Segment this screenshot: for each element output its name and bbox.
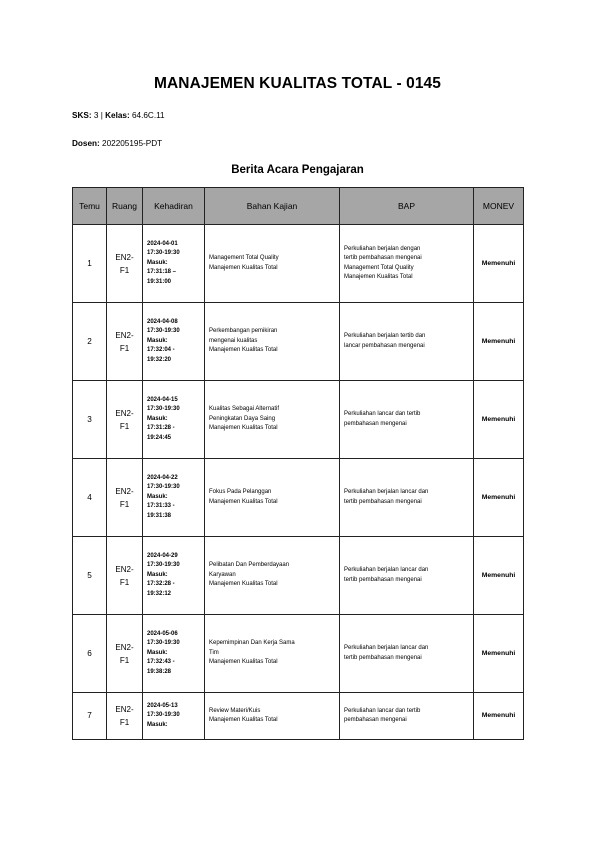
header-temu: Temu <box>73 188 107 225</box>
bahan-line: Manajemen Kualitas Total <box>209 717 278 723</box>
table-row <box>73 459 524 537</box>
cell-ruang <box>107 459 143 537</box>
bap-line: Perkuliahan berjalan lancar dan <box>344 645 429 651</box>
bap-line: Management Total Quality <box>344 264 414 271</box>
header-bahan-kajian: Bahan Kajian <box>205 188 340 225</box>
bap-line: Perkuliahan berjalan dengan <box>344 245 421 252</box>
header-kehadiran: Kehadiran <box>143 188 205 225</box>
table-row <box>73 303 524 381</box>
bap-line: Perkuliahan berjalan lancar dan <box>344 489 429 495</box>
bahan-line: Perkembangan pemikiran <box>209 328 278 335</box>
kelas-label: Kelas: <box>105 111 130 120</box>
kehadiran-line: 17:31:28 - <box>147 425 175 432</box>
kehadiran-line: Masuk: <box>147 415 168 422</box>
bap-line: Perkuliahan lancar dan tertib <box>344 707 421 714</box>
bap-line: tertib pembahasan mengenai <box>344 576 422 583</box>
table-row <box>73 615 524 693</box>
bap-line: tertib pembahasan mengenai <box>344 498 422 505</box>
kehadiran-line: 17:30-19:30 <box>147 712 180 719</box>
kehadiran-line: 19:31:38 <box>147 512 172 519</box>
kehadiran-line: 19:38:28 <box>147 668 172 675</box>
bahan-line: Review Materi/Kuis <box>209 707 261 714</box>
cell-monev: Memenuhi <box>474 693 524 740</box>
kehadiran-line: 17:32:04 - <box>147 347 175 354</box>
ruang-line: EN2- <box>115 705 134 714</box>
cell-bahan-kajian <box>205 615 340 693</box>
table-row <box>73 693 524 740</box>
cell-kehadiran <box>143 693 205 740</box>
bahan-line: Pelibatan Dan Pemberdayaan <box>209 562 290 569</box>
kehadiran-line: 2024-04-01 <box>147 240 178 247</box>
bap-line: lancar pembahasan mengenai <box>344 342 425 349</box>
kehadiran-line: 19:31:00 <box>147 278 172 285</box>
ruang-line: EN2- <box>115 642 134 652</box>
cell-temu: 3 <box>73 381 107 459</box>
cell-monev: Memenuhi <box>474 459 524 537</box>
section-title: Berita Acara Pengajaran <box>231 164 364 176</box>
bahan-line: Management Total Quality <box>209 255 279 261</box>
bahan-line: Manajemen Kualitas Total <box>209 659 278 666</box>
kehadiran-line: 17:30-19:30 <box>147 562 180 569</box>
cell-temu: 5 <box>73 537 107 615</box>
cell-temu: 2 <box>73 303 107 381</box>
cell-bap <box>340 615 474 693</box>
kehadiran-line: 2024-04-08 <box>147 318 178 325</box>
cell-temu: 4 <box>73 459 107 537</box>
bahan-line: Manajemen Kualitas Total <box>209 498 278 505</box>
course-info-line <box>72 111 165 120</box>
cell-monev: Memenuhi <box>474 381 524 459</box>
kehadiran-line: Masuk: <box>147 259 168 266</box>
bahan-line: Tim <box>209 649 219 656</box>
bap-line: tertib pembahasan mengenai <box>344 255 422 261</box>
cell-monev: Memenuhi <box>474 615 524 693</box>
cell-monev: Memenuhi <box>474 303 524 381</box>
separator: | <box>100 111 103 120</box>
cell-temu: 6 <box>73 615 107 693</box>
bap-line: Perkuliahan berjalan lancar dan <box>344 567 429 573</box>
ruang-line: F1 <box>119 577 130 587</box>
table-row <box>73 225 524 303</box>
cell-bap <box>340 459 474 537</box>
kelas-value: 64.6C.11 <box>131 111 165 120</box>
bahan-line: mengenai kualitas <box>209 337 258 344</box>
cell-kehadiran <box>143 381 205 459</box>
kehadiran-line: 2024-05-06 <box>147 630 178 637</box>
cell-bahan-kajian <box>205 459 340 537</box>
table-header-row <box>73 188 524 225</box>
cell-bahan-kajian <box>205 225 340 303</box>
header-monev: MONEV <box>474 188 524 225</box>
cell-ruang <box>107 615 143 693</box>
cell-bahan-kajian <box>205 693 340 740</box>
ruang-line: EN2- <box>115 330 134 340</box>
kehadiran-line: 2024-04-29 <box>147 552 178 559</box>
kehadiran-line: 17:32:43 - <box>147 659 175 666</box>
kehadiran-line: 2024-05-13 <box>147 702 178 709</box>
cell-temu: 7 <box>73 693 107 740</box>
bahan-line: Manajemen Kualitas Total <box>209 347 278 354</box>
kehadiran-line: 19:32:12 <box>147 590 172 597</box>
cell-bap <box>340 381 474 459</box>
cell-ruang <box>107 537 143 615</box>
ruang-line: F1 <box>119 499 130 509</box>
kehadiran-line: 17:31:18 – <box>147 269 177 276</box>
header-bap: BAP <box>340 188 474 225</box>
dosen-label: Dosen: <box>72 139 100 148</box>
bahan-line: Manajemen Kualitas Total <box>209 425 278 432</box>
ruang-line: F1 <box>119 655 130 665</box>
ruang-line: EN2- <box>115 408 134 418</box>
kehadiran-line: Masuk: <box>147 571 168 578</box>
bap-line: tertib pembahasan mengenai <box>344 654 422 661</box>
kehadiran-line: 17:32:28 - <box>147 581 175 588</box>
bap-line: pembahasan mengenai <box>344 420 407 427</box>
cell-kehadiran <box>143 615 205 693</box>
kehadiran-line: 17:31:33 - <box>147 503 175 510</box>
sks-value: 3 <box>93 111 99 120</box>
table-row <box>73 381 524 459</box>
kehadiran-line: 17:30-19:30 <box>147 484 180 491</box>
cell-ruang <box>107 381 143 459</box>
cell-bap <box>340 693 474 740</box>
cell-bahan-kajian <box>205 537 340 615</box>
cell-kehadiran <box>143 537 205 615</box>
cell-ruang <box>107 303 143 381</box>
bap-line: Perkuliahan lancar dan tertib <box>344 411 421 417</box>
cell-bap <box>340 537 474 615</box>
lecturer-line <box>72 139 162 148</box>
cell-kehadiran <box>143 303 205 381</box>
ruang-line: F1 <box>119 265 130 275</box>
cell-temu: 1 <box>73 225 107 303</box>
bap-line: Perkuliahan berjalan tertib dan <box>344 333 426 339</box>
bahan-line: Kepemimpinan Dan Kerja Sama <box>209 640 295 647</box>
kehadiran-line: 19:24:45 <box>147 434 172 441</box>
dosen-value: 202205195-PDT <box>102 139 163 148</box>
bahan-line: Peningkatan Daya Saing <box>209 415 276 422</box>
cell-monev: Memenuhi <box>474 225 524 303</box>
kehadiran-line: 17:30-19:30 <box>147 328 180 335</box>
bahan-line: Manajemen Kualitas Total <box>209 581 278 588</box>
ruang-line: EN2- <box>115 252 134 262</box>
ruang-line: F1 <box>119 421 130 431</box>
cell-ruang <box>107 693 143 740</box>
sks-label: SKS: <box>72 111 92 120</box>
bap-line: pembahasan mengenai <box>344 717 407 723</box>
kehadiran-line: Masuk: <box>147 493 168 500</box>
kehadiran-line: Masuk: <box>147 721 168 728</box>
kehadiran-line: 17:30-19:30 <box>147 250 180 257</box>
table-row <box>73 537 524 615</box>
bahan-line: Fokus Pada Pelanggan <box>209 489 272 495</box>
kehadiran-line: Masuk: <box>147 649 168 656</box>
kehadiran-line: Masuk: <box>147 337 168 344</box>
kehadiran-line: 19:32:20 <box>147 356 172 363</box>
kehadiran-line: 17:30-19:30 <box>147 406 180 413</box>
cell-kehadiran <box>143 225 205 303</box>
kehadiran-line: 17:30-19:30 <box>147 640 180 647</box>
document-title: MANAJEMEN KUALITAS TOTAL - 0145 <box>153 75 441 92</box>
ruang-line: F1 <box>119 343 130 353</box>
ruang-line: F1 <box>119 718 130 727</box>
cell-bahan-kajian <box>205 303 340 381</box>
kehadiran-line: 2024-04-22 <box>147 474 178 481</box>
kehadiran-line: 2024-04-15 <box>147 396 178 403</box>
ruang-line: EN2- <box>115 564 134 574</box>
cell-bap <box>340 225 474 303</box>
cell-ruang <box>107 225 143 303</box>
bahan-line: Karyawan <box>209 571 236 578</box>
cell-kehadiran <box>143 459 205 537</box>
teaching-record-table <box>72 187 524 740</box>
bahan-line: Manajemen Kualitas Total <box>209 264 278 271</box>
ruang-line: EN2- <box>115 486 134 496</box>
cell-bap <box>340 303 474 381</box>
cell-monev: Memenuhi <box>474 537 524 615</box>
cell-bahan-kajian <box>205 381 340 459</box>
bahan-line: Kualitas Sebagai Alternatif <box>209 406 280 413</box>
header-ruang: Ruang <box>107 188 143 225</box>
bap-line: Manajemen Kualitas Total <box>344 274 413 280</box>
